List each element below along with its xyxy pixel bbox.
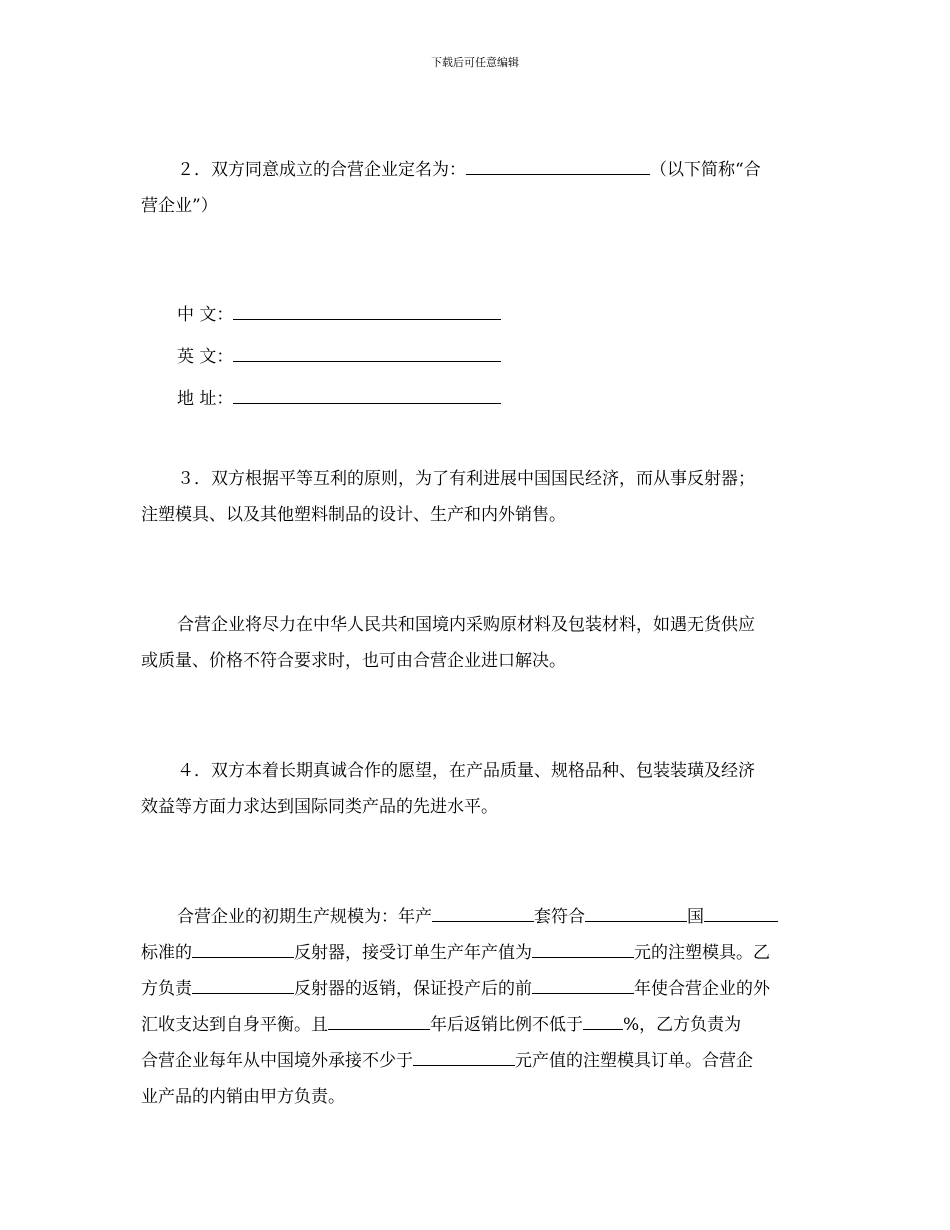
clause-3	[141, 461, 813, 533]
annual-output-blank	[432, 904, 534, 922]
scale-text: %，乙方负责为	[623, 1015, 742, 1035]
scale-line-2	[141, 935, 813, 971]
later-years-blank	[328, 1012, 430, 1030]
scale-text: 反射器，接受订单生产年产值为	[294, 943, 532, 963]
scale-text: 汇收支达到自身平衡。且	[141, 1015, 328, 1035]
scale-text: 年后返销比例不低于	[430, 1015, 583, 1035]
scale-text: 合营企业每年从中国境外承接不少于	[141, 1051, 413, 1071]
output-value-blank	[532, 940, 634, 958]
address-field	[141, 378, 813, 420]
scale-text: 方负责	[141, 979, 192, 999]
name-fields	[141, 294, 813, 420]
joint-venture-name-blank	[466, 157, 650, 175]
scale-line-3	[141, 971, 813, 1007]
clause-2-suffix: （以下简称“合	[650, 160, 761, 180]
chinese-name-label: 中 文：	[177, 305, 234, 325]
scale-text: 合营企业的初期生产规模为：年产	[177, 907, 432, 927]
page-header: 下载后可任意编辑	[431, 56, 519, 69]
scale-line-1	[141, 899, 813, 935]
years-blank	[532, 976, 634, 994]
clause-4-line-2: 效益等方面力求达到国际同类产品的先进水平。	[141, 797, 498, 817]
document-body	[141, 152, 813, 1115]
clause-4-line-1: ４．双方本着长期真诚合作的愿望，在产品质量、规格品种、包装装璜及经济	[177, 761, 755, 781]
clause-4	[141, 753, 813, 825]
clause-2-text: ２．双方同意成立的合营企业定名为：	[177, 160, 466, 180]
scale-line-6: 业产品的内销由甲方负责。	[141, 1087, 345, 1107]
procurement-line-2: 或质量、价格不符合要求时，也可由合营企业进口解决。	[141, 651, 566, 671]
scale-text: 元产值的注塑模具订单。合营企	[515, 1051, 753, 1071]
production-scale-paragraph	[141, 899, 813, 1115]
scale-text: 元的注塑模具。乙	[634, 943, 770, 963]
chinese-name-blank	[233, 302, 501, 320]
scale-text: 反射器的返销，保证投产后的前	[294, 979, 532, 999]
scale-line-4	[141, 1007, 813, 1043]
english-name-field	[141, 336, 813, 378]
reflector-buyback-blank	[192, 976, 294, 994]
reflector-type-blank	[192, 940, 294, 958]
clause-3-line-2: 注塑模具、以及其他塑料制品的设计、生产和内外销售。	[141, 505, 566, 525]
scale-text: 年使合营企业的外	[634, 979, 770, 999]
english-name-label: 英 文：	[177, 347, 234, 367]
clause-2-line-2: 营企业”）	[141, 196, 218, 216]
procurement-paragraph	[141, 607, 813, 679]
scale-text: 套符合	[534, 907, 585, 927]
clause-3-line-1: ３．双方根据平等互利的原则，为了有利进展中国国民经济，而从事反射器；	[177, 469, 755, 489]
clause-2-line-1	[141, 152, 813, 188]
scale-line-5	[141, 1043, 813, 1079]
mold-order-value-blank	[413, 1048, 515, 1066]
scale-text: 国	[687, 907, 704, 927]
english-name-blank	[233, 344, 501, 362]
clause-2	[141, 152, 813, 224]
address-blank	[233, 386, 501, 404]
address-label: 地 址：	[177, 389, 234, 409]
country-blank	[704, 904, 778, 922]
procurement-line-1: 合营企业将尽力在中华人民共和国境内采购原材料及包装材料，如遇无货供应	[177, 615, 755, 635]
buyback-percent-blank	[583, 1012, 623, 1030]
chinese-name-field	[141, 294, 813, 336]
scale-text: 标准的	[141, 943, 192, 963]
standard-blank	[585, 904, 687, 922]
